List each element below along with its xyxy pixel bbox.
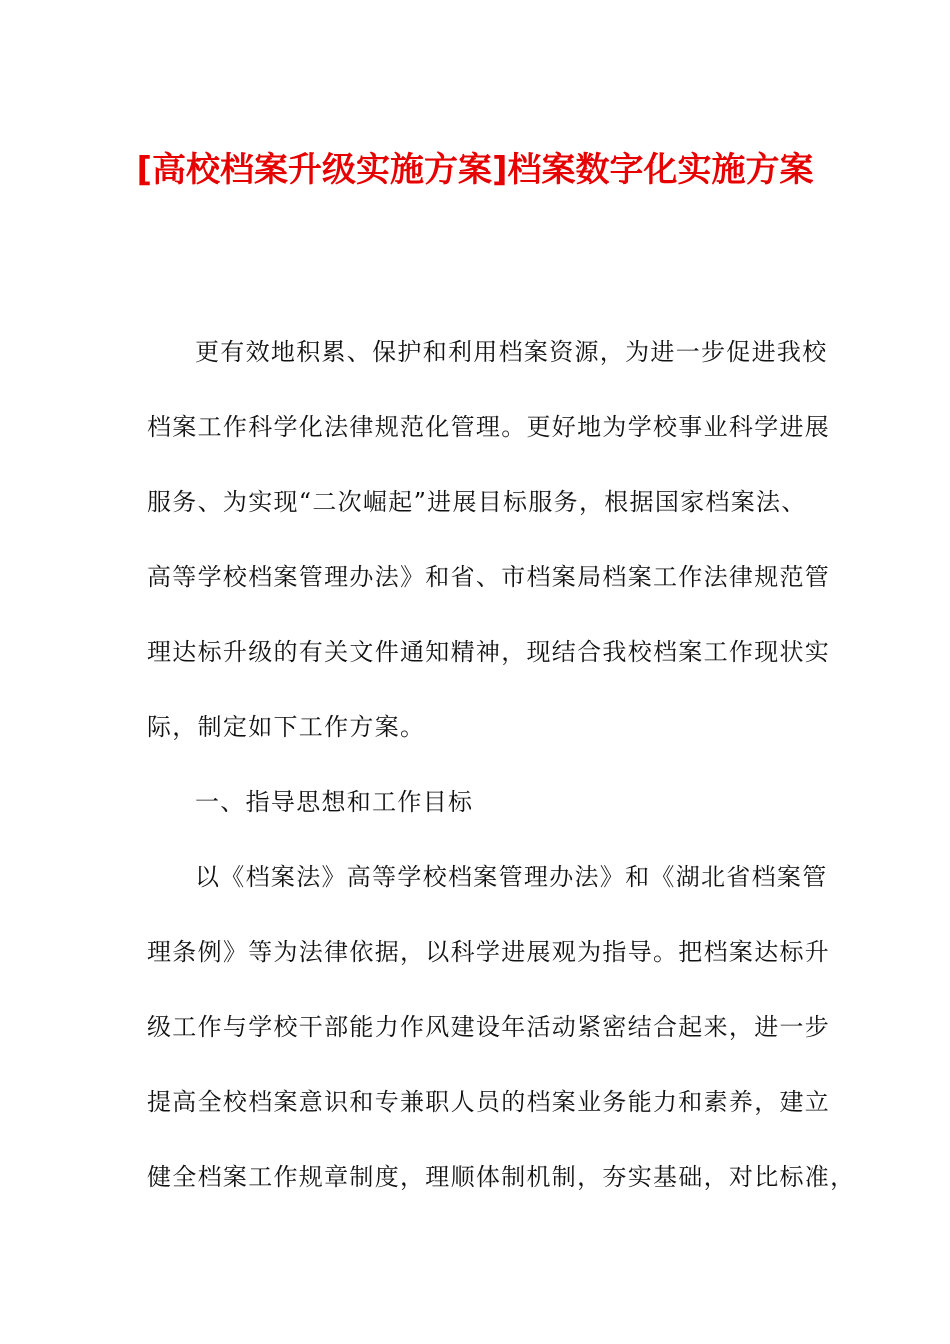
document-title: [高校档案升级实施方案]档案数字化实施方案	[136, 150, 814, 190]
body-line-3: 服务、为实现“二次崛起”进展目标服务，根据国家档案法、	[147, 488, 807, 516]
section-heading-1: 一、指导思想和工作目标	[195, 788, 474, 816]
body-line-12: 健全档案工作规章制度，理顺体制机制，夯实基础，对比标准，	[147, 1163, 856, 1191]
body-line-9: 理条例》等为法律依据，以科学进展观为指导。把档案达标升	[147, 938, 831, 966]
body-line-2: 档案工作科学化法律规范化管理。更好地为学校事业科学进展	[147, 413, 831, 441]
body-line-4: 高等学校档案管理办法》和省、市档案局档案工作法律规范管	[147, 563, 831, 591]
body-line-8: 以《档案法》高等学校档案管理办法》和《湖北省档案管	[195, 863, 828, 891]
body-line-6: 际，制定如下工作方案。	[147, 713, 426, 741]
body-line-5: 理达标升级的有关文件通知精神，现结合我校档案工作现状实	[147, 638, 831, 666]
document-body	[147, 334, 856, 1234]
body-line-11: 提高全校档案意识和专兼职人员的档案业务能力和素养，建立	[147, 1088, 831, 1116]
body-line-1: 更有效地积累、保护和利用档案资源，为进一步促进我校	[195, 338, 828, 366]
body-line-10: 级工作与学校干部能力作风建设年活动紧密结合起来，进一步	[147, 1013, 831, 1041]
